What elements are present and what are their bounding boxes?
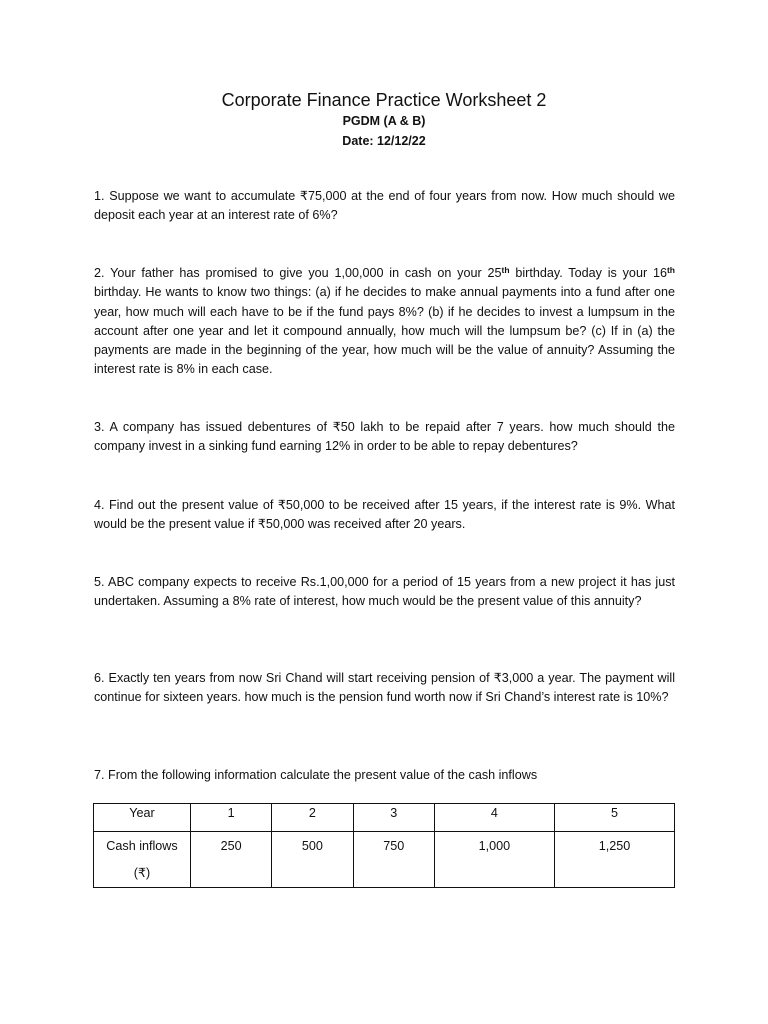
- cash-inflows-label: Cash inflows: [106, 839, 178, 853]
- table-cell-inflow-4: 1,000: [434, 832, 554, 888]
- question-2-text-part-1: 2. Your father has promised to give you 1,00,000 in cash on your 25: [94, 266, 502, 280]
- worksheet-title: Corporate Finance Practice Worksheet 2: [221, 90, 547, 110]
- question-2: [94, 264, 675, 380]
- cash-inflows-unit: (₹): [133, 866, 151, 880]
- table-cell-year-label: Year: [94, 804, 191, 832]
- table-row-cash-inflows: [94, 832, 675, 888]
- question-2-text-part-3: birthday. He wants to know two things: (a) if he decides to make annual payments into a fund after one year, how much will each have to be if the fund pays 8%? (b) if he decides to invest a lumpsum in the account after one year and let it compound annually, how much will the lumpsum be? (c) If in (a) the payments are made in the beginning of the year, how much will be the value of annuity? Assuming the interest rate is 8% in each case.: [94, 285, 675, 377]
- question-2-text-part-2: birthday. Today is your 16: [509, 266, 667, 280]
- question-2-superscript-2: th: [666, 265, 675, 275]
- question-1: 1. Suppose we want to accumulate ₹75,000 at the end of four years from now. How much should we deposit each year at an interest rate of 6%?: [94, 189, 675, 223]
- table-cell-inflow-5: 1,250: [554, 832, 674, 888]
- question-2-superscript-1: th: [501, 265, 510, 275]
- question-5: 5. ABC company expects to receive Rs.1,00,000 for a period of 15 years from a new project it has just undertaken. Assuming a 8% rate of interest, how much would be the present value of this annuity?: [94, 575, 675, 609]
- question-6: 6. Exactly ten years from now Sri Chand will start receiving pension of ₹3,000 a year. The payment will continue for sixteen years. how much is the pension fund worth now if Sri Chand’s interest rate is 10%?: [94, 671, 675, 705]
- question-3: 3. A company has issued debentures of ₹50 lakh to be repaid after 7 years. how much should the company invest in a sinking fund earning 12% in order to be able to repay debentures?: [94, 420, 675, 454]
- question-7: 7. From the following information calculate the present value of the cash inflows: [94, 768, 538, 782]
- question-4: 4. Find out the present value of ₹50,000 to be received after 15 years, if the interest rate is 9%. What would be the present value if ₹50,000 was received after 20 years.: [94, 498, 675, 532]
- table-cell-year-3: 3: [353, 804, 434, 832]
- cash-inflows-table: [93, 803, 675, 888]
- table-cell-year-1: 1: [191, 804, 272, 832]
- table-cell-inflow-3: 750: [353, 832, 434, 888]
- table-cell-year-5: 5: [554, 804, 674, 832]
- table-row-year: [94, 804, 675, 832]
- table-cell-year-4: 4: [434, 804, 554, 832]
- table-cell-inflow-1: 250: [191, 832, 272, 888]
- worksheet-subtitle: PGDM (A & B): [342, 114, 426, 128]
- table-cell-year-2: 2: [272, 804, 353, 832]
- worksheet-date: Date: 12/12/22: [342, 134, 426, 148]
- table-cell-inflow-2: 500: [272, 832, 353, 888]
- table-cell-cash-inflows-label: [94, 832, 191, 888]
